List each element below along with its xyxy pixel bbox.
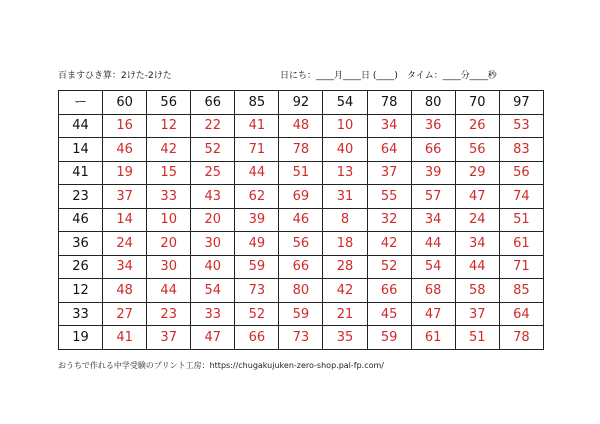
answer-cell: 36 [411,114,455,138]
answer-cell: 44 [411,232,455,256]
answer-cell: 59 [367,326,411,350]
answer-cell: 32 [367,208,411,232]
answer-cell: 44 [235,161,279,185]
column-minuend: 78 [367,91,411,115]
answer-cell: 40 [323,138,367,162]
row-subtrahend: 26 [59,255,103,279]
answer-cell: 56 [455,138,499,162]
answer-cell: 10 [147,208,191,232]
answer-cell: 64 [499,302,543,326]
answer-cell: 59 [279,302,323,326]
answer-cell: 78 [279,138,323,162]
answer-cell: 44 [455,255,499,279]
answer-cell: 44 [147,279,191,303]
answer-cell: 42 [147,138,191,162]
answer-cell: 52 [191,138,235,162]
answer-cell: 61 [499,232,543,256]
answer-cell: 47 [455,185,499,209]
answer-cell: 34 [367,114,411,138]
answer-cell: 49 [235,232,279,256]
answer-cell: 71 [235,138,279,162]
grid-header-row [59,91,544,115]
answer-cell: 8 [323,208,367,232]
answer-cell: 28 [323,255,367,279]
answer-cell: 29 [455,161,499,185]
answer-cell: 24 [455,208,499,232]
answer-cell: 39 [235,208,279,232]
answer-cell: 42 [367,232,411,256]
row-subtrahend: 44 [59,114,103,138]
answer-cell: 23 [147,302,191,326]
grid-row [59,208,544,232]
answer-cell: 25 [191,161,235,185]
grid-corner-minus: ー [59,91,103,115]
grid-row [59,185,544,209]
answer-cell: 56 [279,232,323,256]
answer-cell: 20 [191,208,235,232]
answer-cell: 47 [411,302,455,326]
answer-cell: 41 [103,326,147,350]
answer-cell: 30 [191,232,235,256]
answer-cell: 66 [279,255,323,279]
answer-cell: 26 [455,114,499,138]
answer-cell: 52 [367,255,411,279]
answer-cell: 21 [323,302,367,326]
answer-cell: 62 [235,185,279,209]
answer-cell: 56 [499,161,543,185]
answer-cell: 34 [103,255,147,279]
answer-cell: 83 [499,138,543,162]
answer-cell: 46 [103,138,147,162]
answer-cell: 54 [191,279,235,303]
answer-cell: 13 [323,161,367,185]
answer-cell: 43 [191,185,235,209]
row-subtrahend: 12 [59,279,103,303]
answer-cell: 74 [499,185,543,209]
column-minuend: 85 [235,91,279,115]
answer-cell: 48 [279,114,323,138]
answer-cell: 24 [103,232,147,256]
answer-cell: 71 [499,255,543,279]
grid-row [59,161,544,185]
answer-cell: 85 [499,279,543,303]
answer-cell: 59 [235,255,279,279]
answer-cell: 55 [367,185,411,209]
answer-cell: 15 [147,161,191,185]
answer-cell: 42 [323,279,367,303]
hundred-cell-grid [58,90,544,350]
grid-row [59,232,544,256]
subtraction-grid-table [58,90,544,350]
grid-row [59,138,544,162]
answer-cell: 69 [279,185,323,209]
answer-cell: 39 [411,161,455,185]
row-subtrahend: 19 [59,326,103,350]
answer-cell: 20 [147,232,191,256]
answer-cell: 52 [235,302,279,326]
column-minuend: 97 [499,91,543,115]
column-minuend: 66 [191,91,235,115]
answer-cell: 78 [499,326,543,350]
answer-cell: 33 [191,302,235,326]
answer-cell: 34 [455,232,499,256]
column-minuend: 92 [279,91,323,115]
answer-cell: 19 [103,161,147,185]
answer-cell: 80 [279,279,323,303]
answer-cell: 64 [367,138,411,162]
answer-cell: 37 [455,302,499,326]
answer-cell: 66 [235,326,279,350]
column-minuend: 54 [323,91,367,115]
answer-cell: 33 [147,185,191,209]
answer-cell: 51 [455,326,499,350]
answer-cell: 48 [103,279,147,303]
answer-cell: 41 [235,114,279,138]
answer-cell: 34 [411,208,455,232]
answer-cell: 46 [279,208,323,232]
answer-cell: 47 [191,326,235,350]
answer-cell: 10 [323,114,367,138]
answer-cell: 35 [323,326,367,350]
answer-cell: 40 [191,255,235,279]
answer-cell: 14 [103,208,147,232]
answer-cell: 58 [455,279,499,303]
answer-cell: 73 [235,279,279,303]
answer-cell: 18 [323,232,367,256]
grid-row [59,114,544,138]
answer-cell: 16 [103,114,147,138]
answer-cell: 51 [279,161,323,185]
worksheet-title: 百ますひき算：2けた-2けた [58,71,172,81]
footer-credit: おうちで作れる中学受験のプリント工房：https://chugakujuken-zero-shop.pal-fp.com/ [58,361,384,370]
answer-cell: 73 [279,326,323,350]
answer-cell: 37 [103,185,147,209]
answer-cell: 37 [367,161,411,185]
grid-row [59,302,544,326]
answer-cell: 68 [411,279,455,303]
answer-cell: 12 [147,114,191,138]
grid-row [59,279,544,303]
column-minuend: 56 [147,91,191,115]
answer-cell: 66 [367,279,411,303]
answer-cell: 66 [411,138,455,162]
answer-cell: 54 [411,255,455,279]
answer-cell: 51 [499,208,543,232]
answer-cell: 31 [323,185,367,209]
row-subtrahend: 14 [59,138,103,162]
answer-cell: 57 [411,185,455,209]
answer-cell: 30 [147,255,191,279]
column-minuend: 80 [411,91,455,115]
row-subtrahend: 36 [59,232,103,256]
answer-cell: 27 [103,302,147,326]
row-subtrahend: 46 [59,208,103,232]
grid-row [59,326,544,350]
row-subtrahend: 23 [59,185,103,209]
row-subtrahend: 33 [59,302,103,326]
answer-cell: 53 [499,114,543,138]
row-subtrahend: 41 [59,161,103,185]
column-minuend: 60 [103,91,147,115]
date-time-fields: 日にち：____月____日 (____) タイム：____分____秒 [280,71,497,81]
grid-row [59,255,544,279]
column-minuend: 70 [455,91,499,115]
answer-cell: 45 [367,302,411,326]
answer-cell: 37 [147,326,191,350]
answer-cell: 22 [191,114,235,138]
answer-cell: 61 [411,326,455,350]
